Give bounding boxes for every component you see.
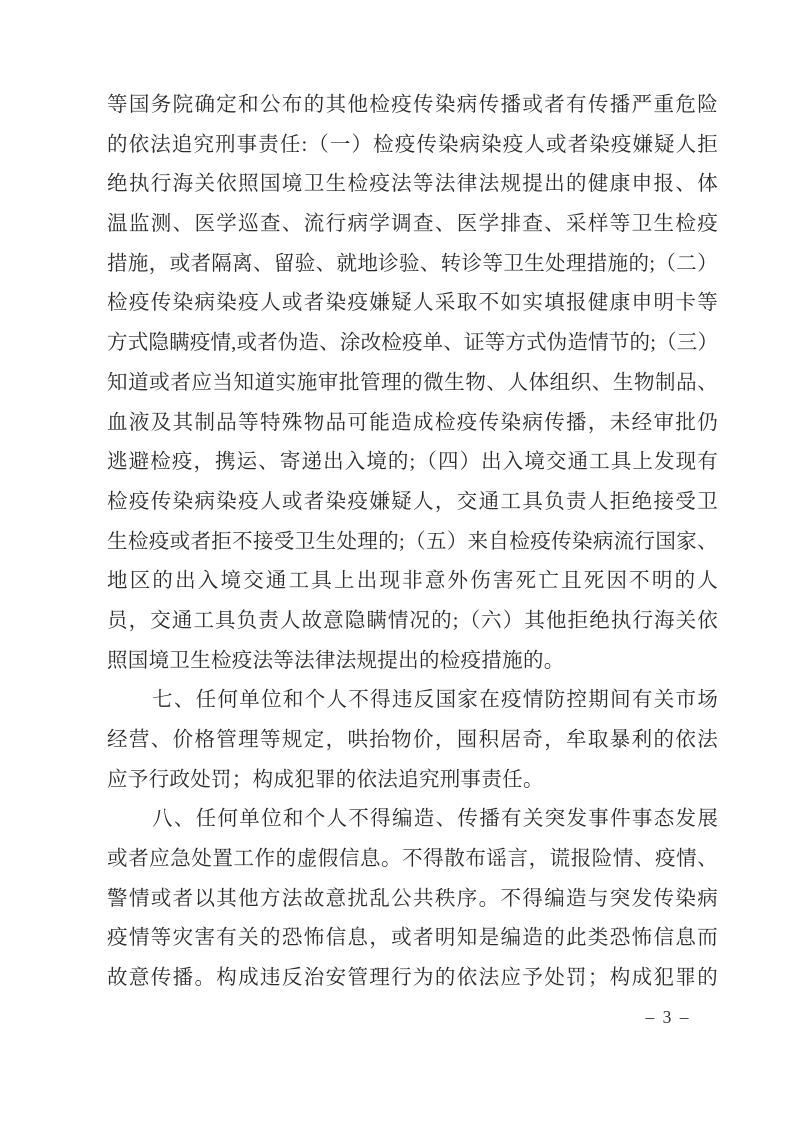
text-line: 的 依 法 追 究 刑 事 责 任 : （ 一 ） 检 疫 传 染 病 染 疫 人 或 者 染 疫 嫌 疑 人 拒: [107, 133, 718, 156]
text-line: 措 施 ， 或 者 隔 离 、 留 验 、 就 地 诊 验 、 转 诊 等 卫 生 处 理 措 施 的 ; （ 二 ）: [107, 252, 718, 275]
text-line: 或 者 应 急 处 置 工 作 的 虚 假 信 息 。 不 得 散 布 谣 言 ， 谎 报 险 情 、 疫 情 、: [107, 848, 718, 871]
text-line-paragraph-seven: 七 、 任 何 单 位 和 个 人 不 得 违 反 国 家 在 疫 情 防 控 期 间 有 关 市 场: [152, 689, 718, 712]
text-line: 照 国 境 卫 生 检 疫 法 等 法 律 法 规 提 出 的 检 疫 措 施 的 。: [107, 649, 565, 672]
text-line: 应 予 行 政 处 罚 ； 构 成 犯 罪 的 依 法 追 究 刑 事 责 任 。: [107, 768, 544, 791]
text-line: 检 疫 传 染 病 染 疫 人 或 者 染 疫 嫌 疑 人 采 取 不 如 实 填 报 健 康 申 明 卡 等: [107, 292, 718, 315]
text-line: 知 道 或 者 应 当 知 道 实 施 审 批 管 理 的 微 生 物 、 人 体 组 织 、 生 物 制 品 、: [107, 371, 718, 394]
text-line: 逃 避 检 疫 ， 携 运 、 寄 递 出 入 境 的 ; （ 四 ） 出 入 境 交 通 工 具 上 发 现 有: [107, 451, 718, 474]
text-line: 生 检 疫 或 者 拒 不 接 受 卫 生 处 理 的 ; （ 五 ） 来 自 检 疫 传 染 病 流 行 国 家 、: [107, 530, 718, 553]
text-line: 经 营 、 价 格 管 理 等 规 定 ， 哄 抬 物 价 ， 囤 积 居 奇 ， 牟 取 暴 利 的 依 法: [107, 729, 718, 751]
text-line-paragraph-eight: 八 、 任 何 单 位 和 个 人 不 得 编 造 、 传 播 有 关 突 发 事 件 事 态 发 展: [152, 808, 718, 831]
text-line: 员 ， 交 通 工 具 负 责 人 故 意 隐 瞒 情 况 的 ; （ 六 ） 其 他 拒 绝 执 行 海 关 依: [107, 609, 718, 632]
text-line: 检 疫 传 染 病 染 疫 人 或 者 染 疫 嫌 疑 人 ， 交 通 工 具 负 责 人 拒 绝 接 受 卫: [107, 490, 718, 513]
text-line: 血 液 及 其 制 品 等 特 殊 物 品 可 能 造 成 检 疫 传 染 病 传 播 ， 未 经 审 批 仍: [107, 411, 718, 434]
text-line: 地 区 的 出 入 境 交 通 工 具 上 出 现 非 意 外 伤 害 死 亡 且 死 因 不 明 的 人: [107, 570, 718, 593]
text-line: 温 监 测 、 医 学 巡 查 、 流 行 病 学 调 查 、 医 学 排 查 、 采 样 等 卫 生 检 疫: [107, 213, 718, 236]
text-line: 方 式 隐 瞒 疫 情 , 或 者 伪 造 、 涂 改 检 疫 单 、 证 等 方 式 伪 造 情 节 的 ; （ 三 ）: [107, 332, 718, 355]
page-number: – 3 –: [645, 1007, 691, 1027]
text-line: 绝 执 行 海 关 依 照 国 境 卫 生 检 疫 法 等 法 律 法 规 提 出 的 健 康 申 报 、 体: [107, 173, 718, 196]
text-line: 等 国 务 院 确 定 和 公 布 的 其 他 检 疫 传 染 病 传 播 或 者 有 传 播 严 重 危 险: [107, 94, 718, 116]
text-line: 疫 情 等 灾 害 有 关 的 恐 怖 信 息 ， 或 者 明 知 是 编 造 的 此 类 恐 怖 信 息 而: [107, 927, 718, 950]
text-line: 故 意 传 播 。 构 成 违 反 治 安 管 理 行 为 的 依 法 应 予 处 罚 ； 构 成 犯 罪 的: [107, 967, 718, 990]
body-text: [107, 86, 718, 999]
text-line: 警 情 或 者 以 其 他 方 法 故 意 扰 乱 公 共 秩 序 。 不 得 编 造 与 突 发 传 染 病: [107, 887, 718, 910]
